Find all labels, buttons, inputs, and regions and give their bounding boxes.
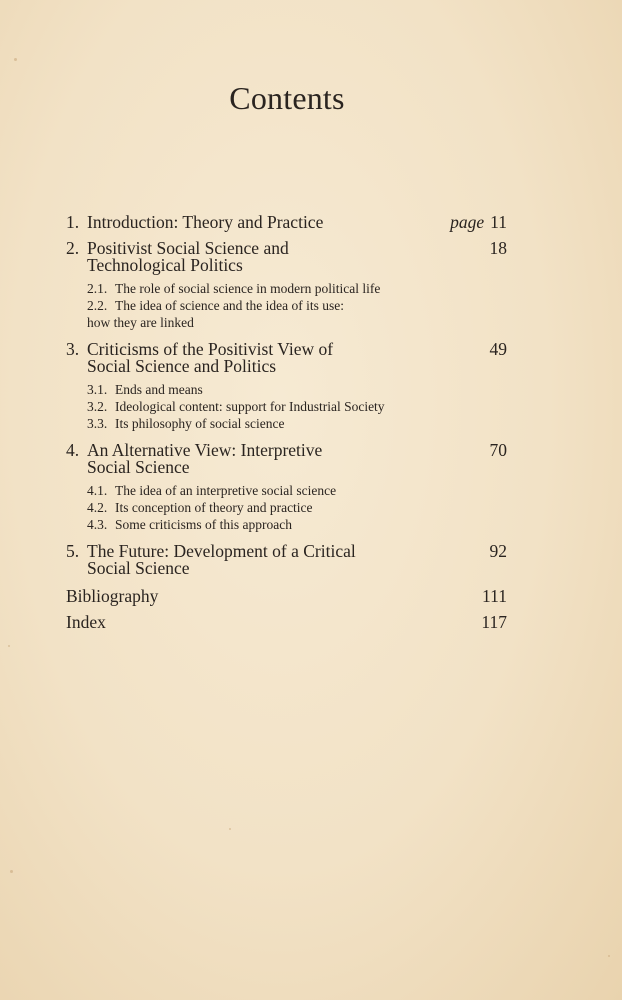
page-number xyxy=(481,614,507,631)
subsection-title: Ends and means xyxy=(115,382,203,397)
toc-entry xyxy=(66,543,507,577)
chapter-title: Index xyxy=(66,612,106,632)
subsection-number: 3.2. xyxy=(87,399,108,414)
toc-entry xyxy=(66,442,507,533)
page-number-value: 111 xyxy=(482,586,507,606)
page-number-value: 11 xyxy=(490,212,507,232)
page-label: page xyxy=(450,212,485,232)
subsection-title: Its conception of theory and practice xyxy=(115,500,313,515)
subsection-item xyxy=(87,415,507,432)
page-number-value: 49 xyxy=(489,339,507,359)
paper-speck xyxy=(608,955,610,957)
chapter-number: 4. xyxy=(66,440,80,460)
subsection-number: 2.1. xyxy=(87,281,108,296)
paper-speck xyxy=(229,828,231,830)
page-number-value: 92 xyxy=(489,541,507,561)
toc-entry-title xyxy=(66,614,106,631)
chapter-title: Introduction: Theory and Practice xyxy=(87,212,324,232)
subsection-title: The role of social science in modern political life xyxy=(115,281,381,296)
paper-speck xyxy=(8,645,10,647)
page-number xyxy=(490,543,508,560)
chapter-title-continued: Technological Politics xyxy=(87,255,243,275)
page-number-value: 18 xyxy=(489,238,507,258)
toc-entry xyxy=(66,614,507,631)
chapter-title: Bibliography xyxy=(66,586,159,606)
paper-speck xyxy=(10,870,13,873)
subsection-title-continued: how they are linked xyxy=(87,315,194,330)
page-title: Contents xyxy=(229,80,345,116)
subsection-number: 3.1. xyxy=(87,382,108,397)
paper-speck xyxy=(14,58,17,61)
subsection-item xyxy=(87,280,507,297)
chapter-title: Criticisms of the Positivist View of xyxy=(87,339,334,359)
subsection-list xyxy=(66,280,507,331)
chapter-number: 2. xyxy=(66,238,80,258)
chapter-title-continued: Social Science xyxy=(87,558,190,578)
subsection-number: 4.2. xyxy=(87,500,108,515)
subsection-item xyxy=(87,499,507,516)
toc-entry xyxy=(66,341,507,432)
toc-entry-title xyxy=(66,214,323,231)
toc-entry-title xyxy=(66,442,322,476)
toc-entry xyxy=(66,240,507,331)
chapter-number: 5. xyxy=(66,541,80,561)
subsection-number: 3.3. xyxy=(87,416,108,431)
subsection-number: 4.3. xyxy=(87,517,108,532)
toc-entry-title xyxy=(66,588,158,605)
toc-entry-title xyxy=(66,240,289,274)
toc-entry-head xyxy=(66,442,507,476)
subsection-title: The idea of science and the idea of its use: xyxy=(115,298,345,313)
table-of-contents xyxy=(66,214,507,631)
toc-entry-title xyxy=(66,543,356,577)
page-number xyxy=(450,214,507,231)
subsection-number: 4.1. xyxy=(87,483,108,498)
subsection-item xyxy=(87,398,507,415)
toc-entry xyxy=(66,588,507,605)
chapter-title: Positivist Social Science and xyxy=(87,238,289,258)
chapter-title-continued: Social Science xyxy=(87,457,190,477)
toc-entry-head xyxy=(66,341,507,375)
toc-entry-title xyxy=(66,341,333,375)
subsection-number: 2.2. xyxy=(87,298,108,313)
toc-entry-head xyxy=(66,588,507,605)
subsection-item xyxy=(87,516,507,533)
subsection-item xyxy=(87,297,507,314)
toc-entry-head xyxy=(66,543,507,577)
subsection-list xyxy=(66,482,507,533)
subsection-list xyxy=(66,381,507,432)
toc-entry-head xyxy=(66,614,507,631)
chapter-number: 3. xyxy=(66,339,80,359)
subsection-title: Its philosophy of social science xyxy=(115,416,285,431)
subsection-title: The idea of an interpretive social science xyxy=(115,483,337,498)
page-number xyxy=(490,240,508,257)
subsection-item xyxy=(87,482,507,499)
subsection-title: Some criticisms of this approach xyxy=(115,517,292,532)
chapter-title: The Future: Development of a Critical xyxy=(87,541,356,561)
chapter-title: An Alternative View: Interpretive xyxy=(87,440,323,460)
chapter-title-continued: Social Science and Politics xyxy=(87,356,277,376)
page-number xyxy=(490,442,508,459)
page-number-value: 70 xyxy=(489,440,507,460)
subsection-item xyxy=(87,381,507,398)
toc-entry xyxy=(66,214,507,231)
toc-entry-head xyxy=(66,240,507,274)
chapter-number: 1. xyxy=(66,212,80,232)
subsection-title: Ideological content: support for Industrial Society xyxy=(115,399,385,414)
page-number xyxy=(490,341,508,358)
page-number xyxy=(482,588,507,605)
toc-entry-head xyxy=(66,214,507,231)
page-number-value: 117 xyxy=(481,612,507,632)
